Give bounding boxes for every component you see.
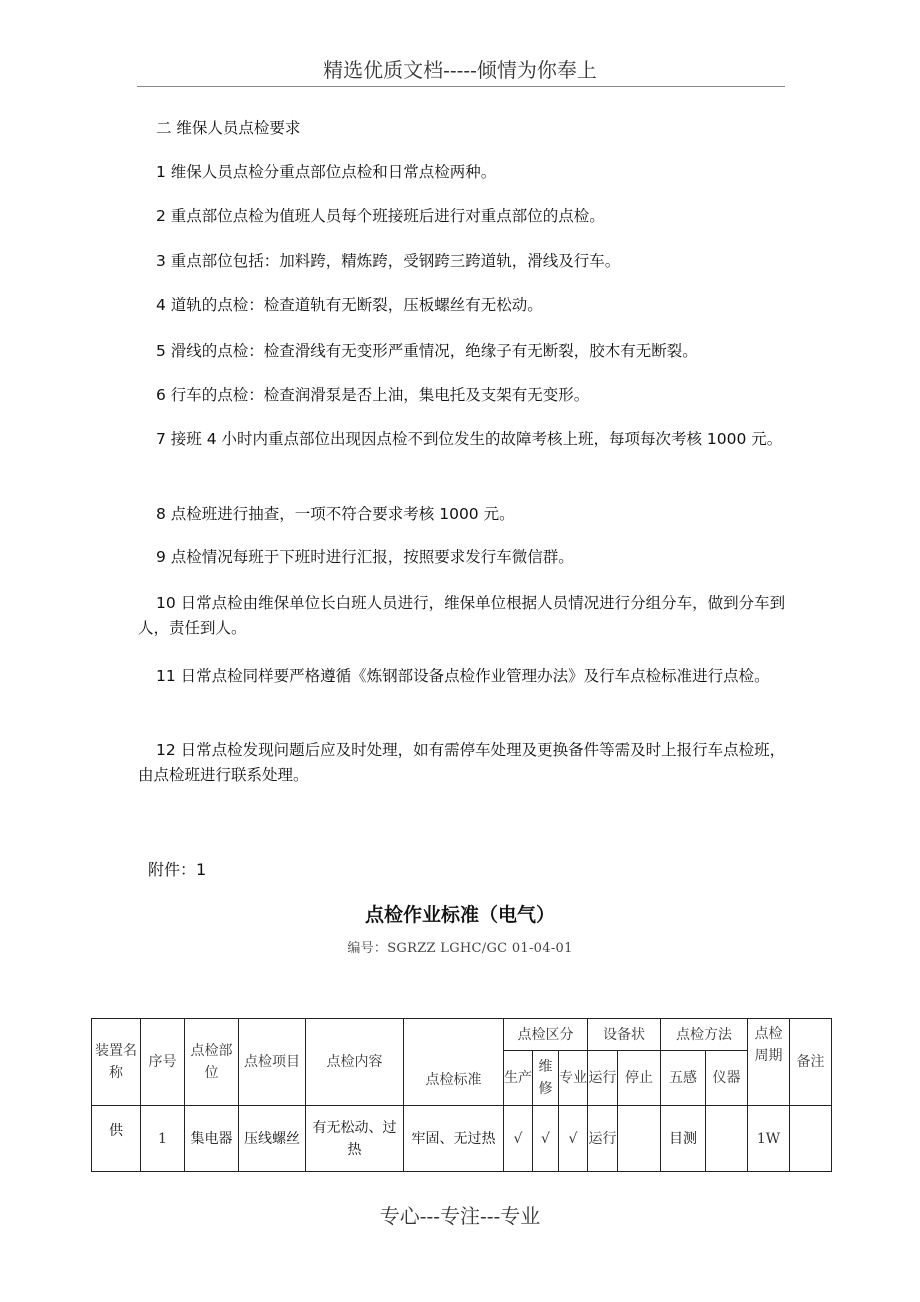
header-method: 点检方法 xyxy=(661,1019,748,1051)
cell-part: 集电器 xyxy=(185,1106,239,1172)
cell-cycle: 1W xyxy=(748,1106,790,1172)
cell-stopped xyxy=(618,1106,661,1172)
header-production: 生产 xyxy=(504,1051,533,1106)
header-part: 点检部位 xyxy=(185,1019,239,1106)
header-maintenance: 维修 xyxy=(533,1051,559,1106)
paragraph-5: 5 滑线的点检：检查滑线有无变形严重情况，绝缘子有无断裂，胶木有无断裂。 xyxy=(156,342,698,360)
document-title: 点检作业标准（电气） xyxy=(364,904,555,926)
header-professional: 专业 xyxy=(559,1051,588,1106)
header-item: 点检项目 xyxy=(239,1019,306,1106)
table-row xyxy=(92,1106,832,1172)
page-footer: 专心---专注---专业 xyxy=(379,1204,541,1228)
cell-instrument xyxy=(706,1106,748,1172)
cell-device-name: 供 xyxy=(92,1106,141,1172)
cell-standard: 牢固、无过热 xyxy=(404,1106,504,1172)
cell-running: 运行 xyxy=(588,1106,618,1172)
cell-production: √ xyxy=(504,1106,533,1172)
cell-item: 压线螺丝 xyxy=(239,1106,306,1172)
header-standard: 点检标准 xyxy=(404,1019,504,1106)
header-stopped: 停止 xyxy=(618,1051,661,1106)
paragraph-6: 6 行车的点检：检查润滑泵是否上油，集电托及支架有无变形。 xyxy=(156,386,590,404)
page-header: 精选优质文档-----倾情为你奉上 xyxy=(323,58,597,82)
cell-content: 有无松动、过热 xyxy=(306,1106,404,1172)
section-title: 二 维保人员点检要求 xyxy=(156,119,301,137)
paragraph-1: 1 维保人员点检分重点部位点检和日常点检两种。 xyxy=(156,163,497,181)
header-state: 设备状 xyxy=(588,1019,661,1051)
header-remark: 备注 xyxy=(790,1019,832,1106)
header-content: 点检内容 xyxy=(306,1019,404,1106)
header-device-name: 装置名称 xyxy=(92,1019,141,1106)
header-running: 运行 xyxy=(588,1051,618,1106)
cell-remark xyxy=(790,1106,832,1172)
header-seq: 序号 xyxy=(141,1019,185,1106)
cell-maintenance: √ xyxy=(533,1106,559,1172)
paragraph-11: 11 日常点检同样要严格遵循《炼钢部设备点检作业管理办法》及行车点检标准进行点检。 xyxy=(156,667,770,685)
header-cycle: 点检周期 xyxy=(748,1019,790,1106)
paragraph-12: 12 日常点检发现问题后应及时处理，如有需停车处理及更换备件等需及时上报行车点检班，由点检班进行联系处理。 xyxy=(138,741,786,784)
paragraph-2: 2 重点部位点检为值班人员每个班接班后进行对重点部位的点检。 xyxy=(156,207,605,225)
cell-professional: √ xyxy=(559,1106,588,1172)
paragraph-8: 8 点检班进行抽查，一项不符合要求考核 1000 元。 xyxy=(156,505,515,523)
header-division: 点检区分 xyxy=(504,1019,588,1051)
header-senses: 五感 xyxy=(661,1051,706,1106)
paragraph-3: 3 重点部位包括：加料跨，精炼跨，受钢跨三跨道轨，滑线及行车。 xyxy=(156,252,621,270)
paragraph-7: 7 接班 4 小时内重点部位出现因点检不到位发生的故障考核上班，每项每次考核 1000 元。 xyxy=(156,430,783,448)
paragraph-9: 9 点检情况每班于下班时进行汇报，按照要求发行车微信群。 xyxy=(156,548,574,566)
header-divider xyxy=(137,86,785,87)
paragraph-4: 4 道轨的点检：检查道轨有无断裂，压板螺丝有无松动。 xyxy=(156,296,543,314)
header-instrument: 仪器 xyxy=(706,1051,748,1106)
attachment-label: 附件：1 xyxy=(148,860,207,879)
cell-senses: 目测 xyxy=(661,1106,706,1172)
paragraph-10: 10 日常点检由维保单位长白班人员进行，维保单位根据人员情况进行分组分车，做到分车到人，责任到人。 xyxy=(138,594,786,637)
inspection-standard-table xyxy=(91,1018,832,1172)
cell-seq: 1 xyxy=(141,1106,185,1172)
document-code: 编号：SGRZZ LGHC/GC 01-04-01 xyxy=(347,941,573,956)
